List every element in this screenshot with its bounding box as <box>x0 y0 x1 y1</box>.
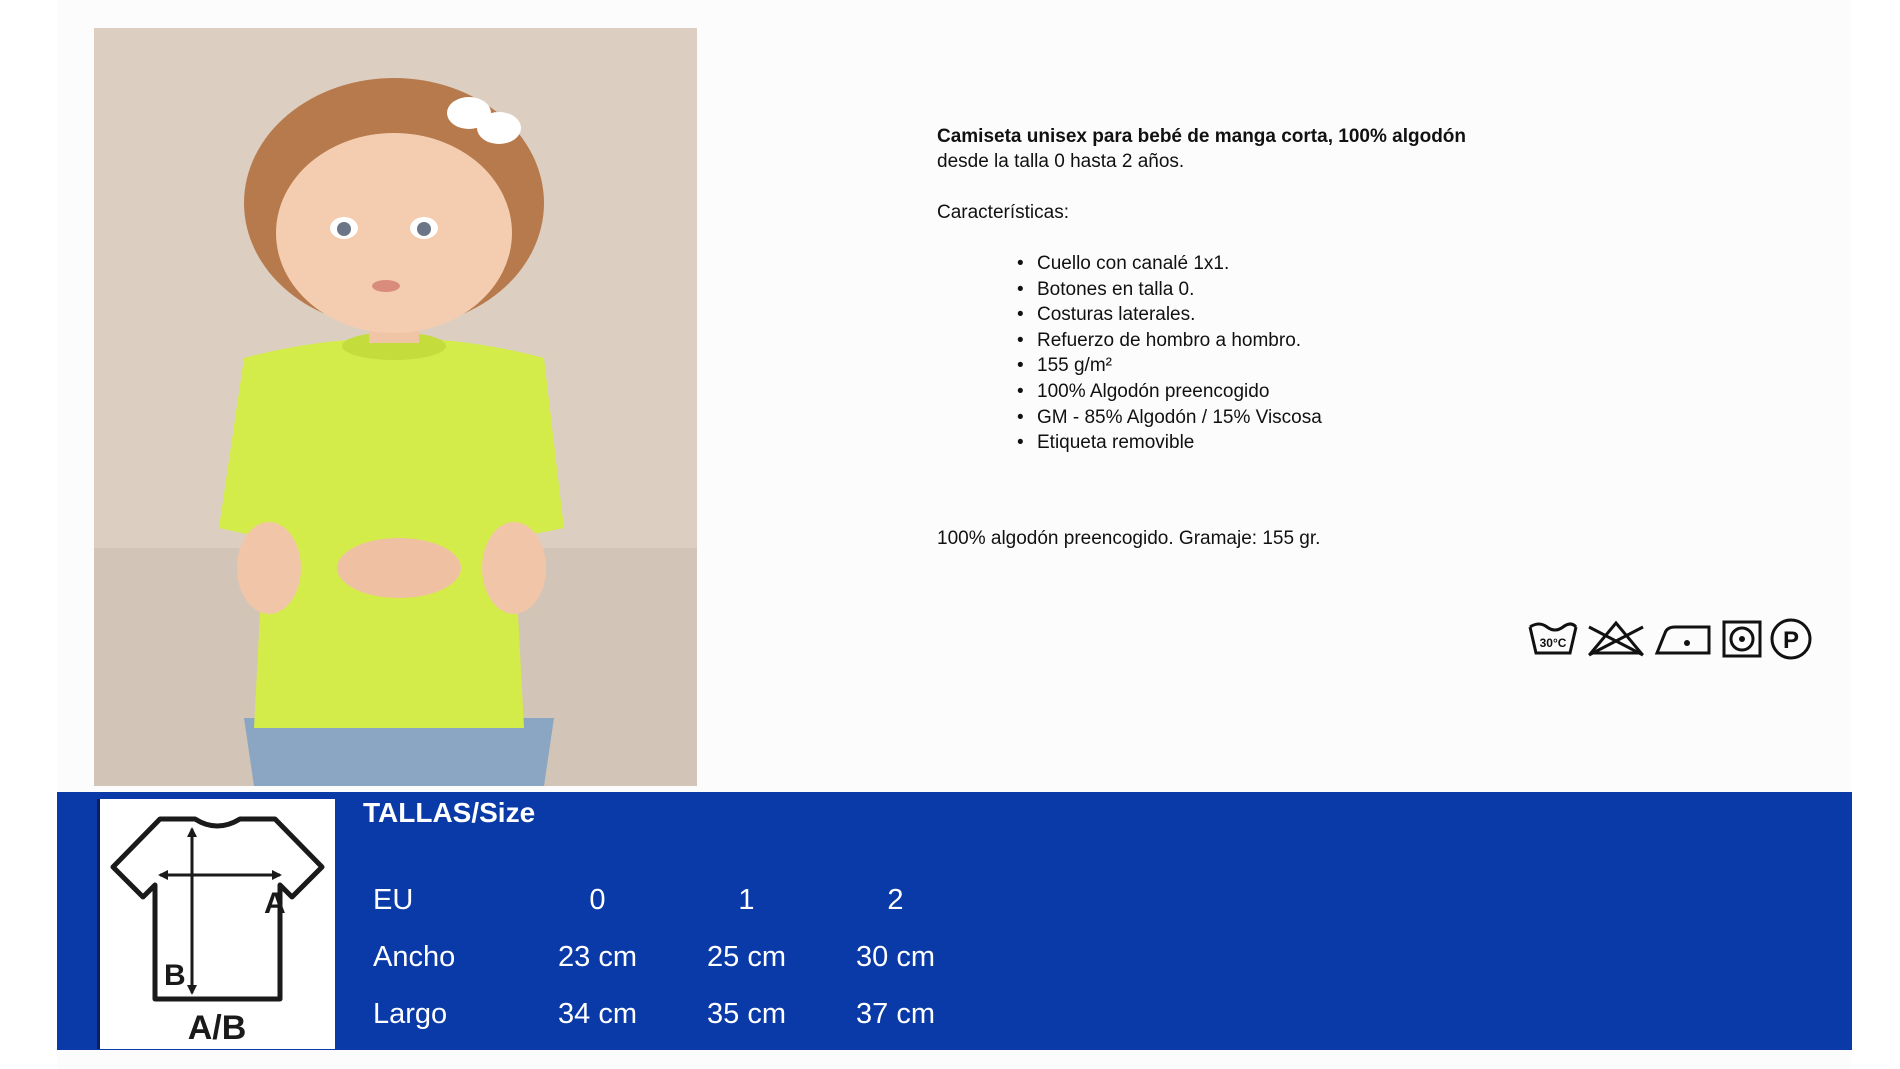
list-item: • Costuras laterales. <box>1037 302 1637 328</box>
list-item: • Cuello con canalé 1x1. <box>1037 251 1637 277</box>
no-bleach-icon <box>1585 619 1647 659</box>
table-cell: 23 cm <box>558 941 637 973</box>
table-cell: 30 cm <box>856 941 935 973</box>
list-item: • GM - 85% Algodón / 15% Viscosa <box>1037 405 1637 431</box>
table-cell: 1 <box>738 884 755 916</box>
table-cell: 0 <box>589 884 606 916</box>
size-diagram <box>97 799 335 1049</box>
list-item: • Botones en talla 0. <box>1037 277 1637 303</box>
dry-clean-p-icon <box>1769 617 1813 661</box>
row-label: Ancho <box>373 941 456 973</box>
list-item: • 100% Algodón preencogido <box>1037 379 1637 405</box>
diagram-label-a: A <box>264 887 286 920</box>
product-subtitle: desde la talla 0 hasta 2 años. <box>937 151 1185 172</box>
svg-text:P: P <box>1782 627 1800 654</box>
iron-medium-icon <box>1653 619 1715 659</box>
sizes-title: TALLAS/Size <box>363 797 536 828</box>
product-description <box>937 124 1637 551</box>
table-cell: 25 cm <box>707 941 786 973</box>
size-band <box>57 792 1852 1050</box>
features-heading: Características: <box>937 202 1069 223</box>
table-cell: 2 <box>887 884 904 916</box>
table-row <box>357 986 970 1043</box>
tumble-dry-icon <box>1721 619 1763 659</box>
row-label: EU <box>373 884 414 916</box>
table-cell: 34 cm <box>558 998 637 1030</box>
product-summary: 100% algodón preencogido. Gramaje: 155 gr. <box>937 527 1321 549</box>
table-cell: 37 cm <box>856 998 935 1030</box>
list-item: • 155 g/m² <box>1037 353 1637 379</box>
table-row <box>357 872 970 929</box>
features-list <box>937 251 1637 456</box>
diagram-label-b: B <box>164 959 186 992</box>
list-item: • Refuerzo de hombro a hombro. <box>1037 328 1637 354</box>
wash-30-icon <box>1527 619 1579 659</box>
product-photo <box>94 28 697 786</box>
care-icons <box>1527 615 1813 663</box>
product-title: Camiseta unisex para bebé de manga corta, 100% algodón <box>937 126 1467 147</box>
table-cell: 35 cm <box>707 998 786 1030</box>
list-item: • Etiqueta removible <box>1037 430 1637 456</box>
tshirt-measure-icon <box>100 799 335 1049</box>
baby-in-tshirt-image <box>94 28 697 786</box>
row-label: Largo <box>373 998 448 1030</box>
wash-temp-label: 30°C <box>1539 636 1567 650</box>
size-table <box>357 872 970 1043</box>
diagram-caption: A/B <box>187 1009 247 1047</box>
table-row <box>357 929 970 986</box>
